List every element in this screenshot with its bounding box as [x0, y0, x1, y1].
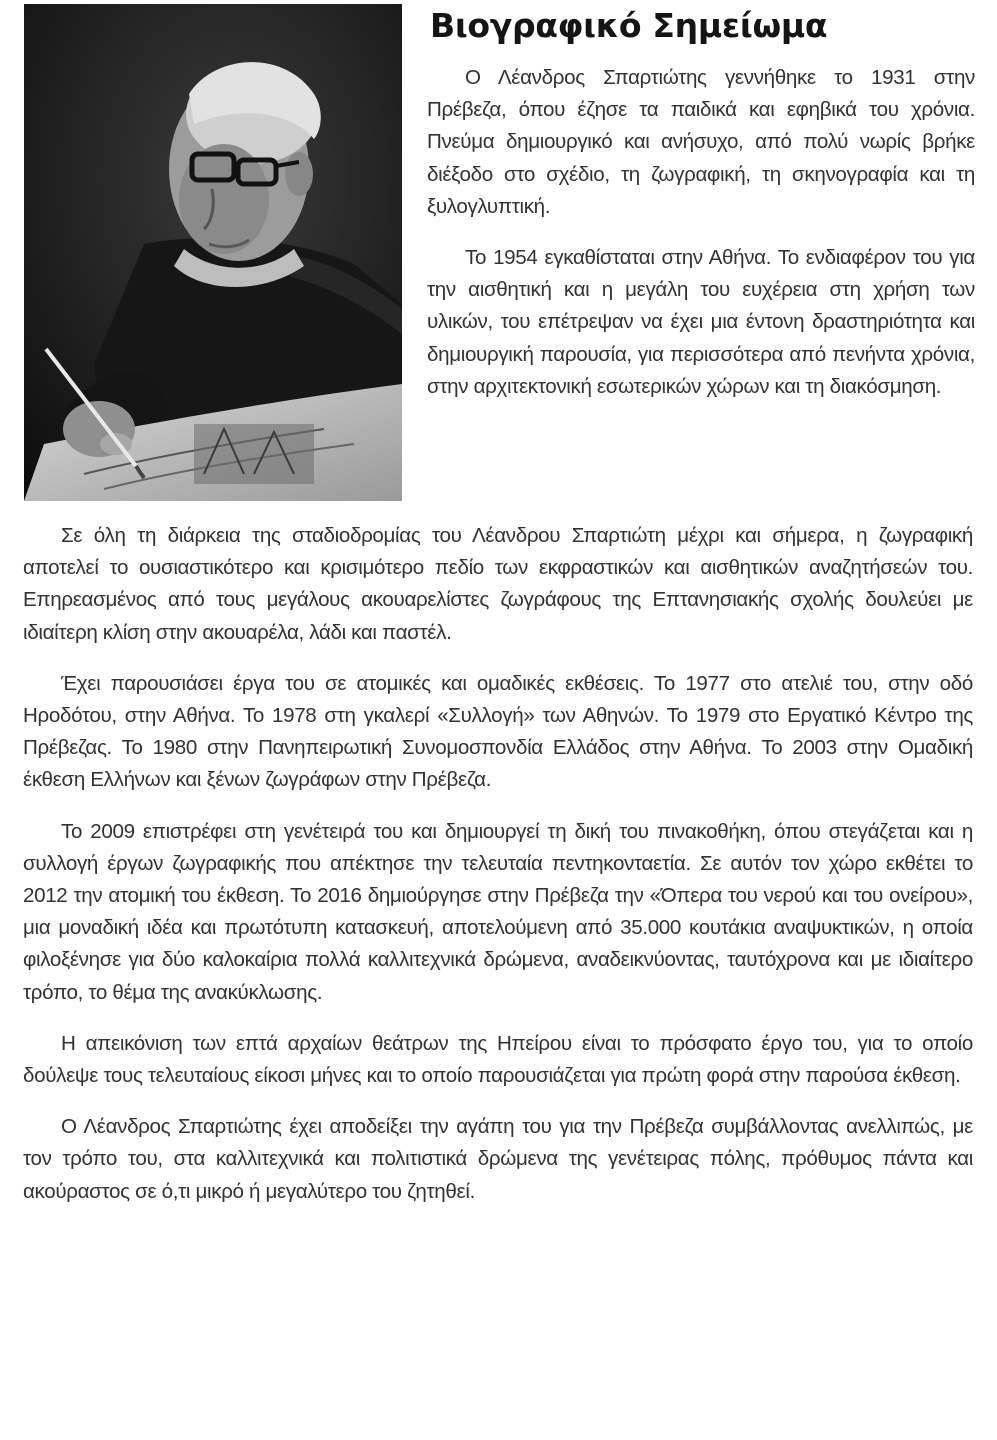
paragraph: Ο Λέανδρος Σπαρτιώτης γεννήθηκε το 1931 στην Πρέβεζα, όπου έζησε τα παιδικά και εφηβικά του χρόνια. Πνεύμα δημιουργικό και ανήσυχο, από πολύ νωρίς βρήκε διέξοδο στο σχέδιο, τη ζωγραφική, τη σκηνογραφία και τη ξυλογλυπτική.	[427, 66, 975, 218]
main-column	[23, 520, 973, 1227]
paragraph: Το 2009 επιστρέφει στη γενέτειρά του και δημιουργεί τη δική του πινακοθήκη, όπου στεγάζεται και η συλλογή έργων ζωγραφικής που απέκτησε την τελευταία πεντηκονταετία. Σε αυτόν τον χώρο εκθέτει το 2012 την ατομική του έκθεση. Το 2016 δημιούργησε στην Πρέβεζα την «Όπερα του νερού και του ονείρου», μια μοναδική ιδέα και πρωτότυπη κατασκευή, αποτελούμενη από 35.000 κουτάκια αναψυκτικών, η οποία φιλοξένησε για δύο καλοκαίρια πολλά καλλιτεχνικά δρώμενα, αναδεικνύοντας, ταυτόχρονα και με ιδιαίτερο τρόπο, το θέμα της ανακύκλωσης.	[23, 819, 973, 1004]
portrait-of-artist-drawing-icon	[24, 4, 402, 501]
paragraph: Η απεικόνιση των επτά αρχαίων θεάτρων της Ηπείρου είναι το πρόσφατο έργο του, για το οποίο δούλεψε τους τελευταίους είκοσι μήνες και το οποίο παρουσιάζεται για πρώτη φορά στην παρούσα έκθεση.	[23, 1031, 973, 1088]
paragraph: Ο Λέανδρος Σπαρτιώτης έχει αποδείξει την αγάπη του για την Πρέβεζα συμβάλλοντας ανελλιπώς, με τον τρόπο του, στα καλλιτεχνικά και πολιτιστικά δρώμενα της γενέτειρας πόλης, πρόθυμος πάντα και ακούραστος σε ό,τι μικρό ή μεγαλύτερο του ζητηθεί.	[23, 1115, 973, 1203]
side-column	[427, 62, 975, 422]
page-title: Βιογραφικό Σημείωμα	[430, 6, 828, 45]
paragraph: Το 1954 εγκαθίσταται στην Αθήνα. Το ενδιαφέρον του για την αισθητική και η μεγάλη του ευχέρεια στη χρήση των υλικών, του επέτρεψαν να έχει μια έντονη δραστηριότητα και δημιουργική παρουσία, για περισσότερα από πενήντα χρόνια, στην αρχιτεκτονική εσωτερικών χώρων και τη διακόσμηση.	[427, 246, 975, 398]
paragraph: Έχει παρουσιάσει έργα του σε ατομικές και ομαδικές εκθέσεις. Το 1977 στο ατελιέ του, στην οδό Ηροδότου, στην Αθήνα. Το 1978 στη γκαλερί «Συλλογή» των Αθηνών. Το 1979 στο Εργατικό Κέντρο της Πρέβεζας. Το 1980 στην Πανηπειρωτική Συνομοσπονδία Ελλάδος στην Αθήνα. Το 2003 στην Ομαδική έκθεση Ελλήνων και ξένων ζωγράφων στην Πρέβεζα.	[23, 671, 973, 792]
artist-photo	[24, 4, 402, 501]
paragraph: Σε όλη τη διάρκεια της σταδιοδρομίας του Λέανδρου Σπαρτιώτη μέχρι και σήμερα, η ζωγραφική αποτελεί το ουσιαστικότερο και κρισιμότερο πεδίο των εκφραστικών και αισθητικών αναζητήσεών του. Επηρεασμένος από τους μεγάλους ακουαρελίστες ζωγράφους της Επτανησιακής σχολής δουλεύει με ιδιαίτερη κλίση στην ακουαρέλα, λάδι και παστέλ.	[23, 524, 973, 644]
